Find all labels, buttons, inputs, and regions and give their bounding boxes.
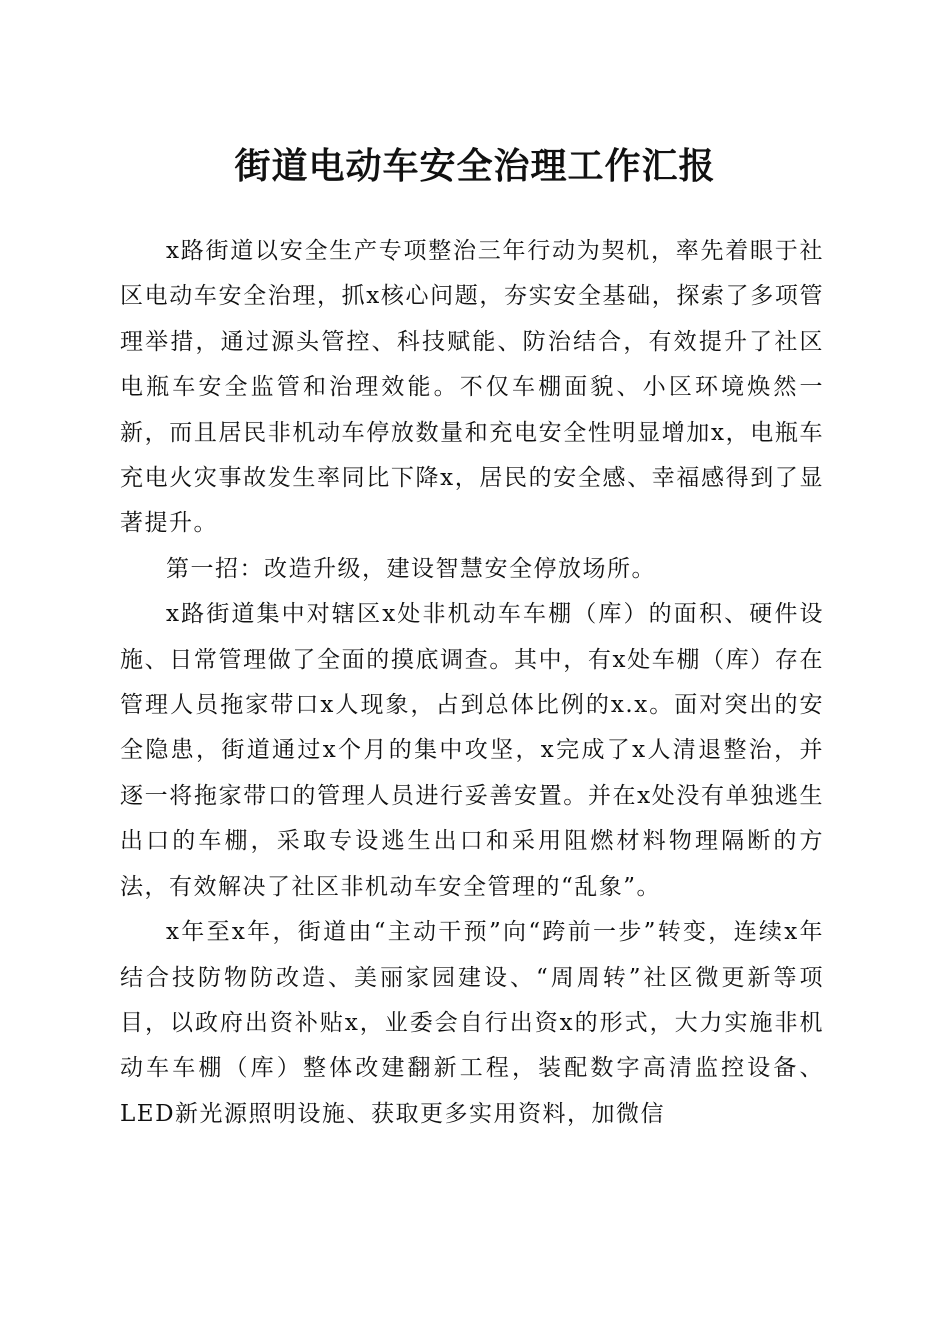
renovation-paragraph: x年至x年，街道由“主动干预”向“跨前一步”转变，连续x年结合技防物防改造、美丽家园建设、“周周转”社区微更新等项目，以政府出资补贴x，业委会自行出资x的形式，大力实施非机动车车棚（库）整体改建翻新工程，装配数字高清监控设备、LED新光源照明设施、获取更多实用资料，加微信	[120, 919, 824, 1127]
document-title: 街道电动车安全治理工作汇报	[234, 145, 716, 187]
survey-paragraph: x路街道集中对辖区x处非机动车车棚（库）的面积、硬件设施、日常管理做了全面的摸底调查。其中，有x处车棚（库）存在管理人员拖家带口x人现象，占到总体比例的x.x。面对突出的安全隐患，街道通过x个月的集中攻坚，x完成了x人清退整治，并逐一将拖家带口的管理人员进行妥善安置。并在x处没有单独逃生出口的车棚，采取专设逃生出口和采用阻燃材料物理隔断的方法，有效解决了社区非机动车安全管理的“乱象”。	[120, 601, 824, 900]
document-body	[120, 229, 824, 1137]
intro-paragraph: x路街道以安全生产专项整治三年行动为契机，率先着眼于社区电动车安全治理，抓x核心问题，夯实安全基础，探索了多项管理举措，通过源头管控、科技赋能、防治结合，有效提升了社区电瓶车安全监管和治理效能。不仅车棚面貌、小区环境焕然一新，而且居民非机动车停放数量和充电安全性明显增加x，电瓶车充电火灾事故发生率同比下降x，居民的安全感、幸福感得到了显著提升。	[120, 238, 824, 537]
section-heading-first-measure: 第一招：改造升级，建设智慧安全停放场所。	[166, 555, 656, 582]
